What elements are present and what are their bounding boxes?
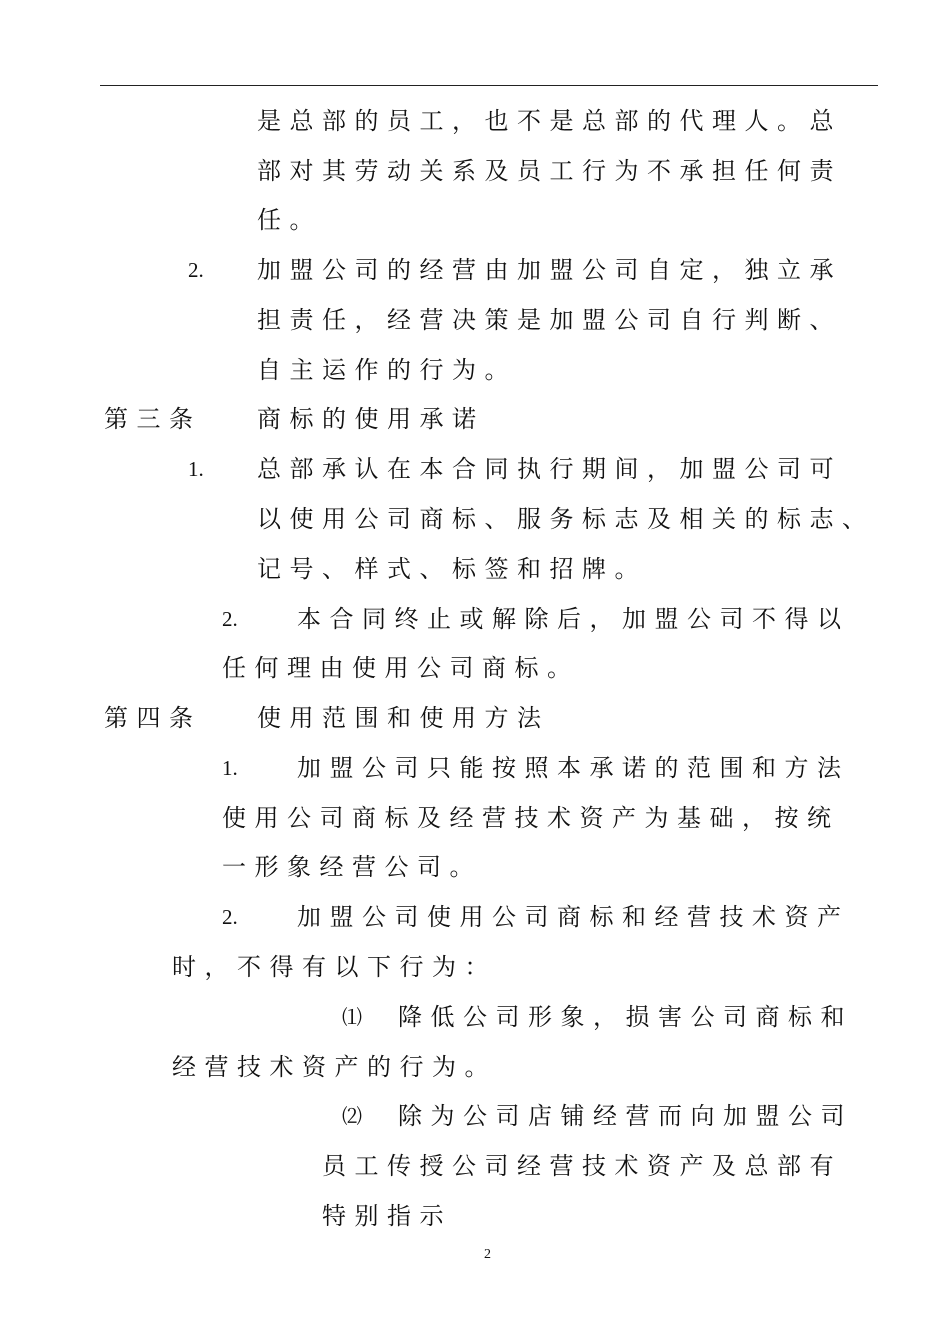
- item-number: 1.: [222, 756, 238, 780]
- item-number: 2.: [188, 258, 204, 282]
- sub-item-number: ⑵: [342, 1104, 362, 1128]
- body-line: 担责任，经营决策是加盟公司自行判断、: [257, 306, 842, 334]
- item-number: 2.: [222, 905, 238, 929]
- body-line: 加盟公司只能按照本承诺的范围和方法: [297, 754, 850, 782]
- body-line: 总部承认在本合同执行期间，加盟公司可: [257, 455, 842, 483]
- article-label: 第三条: [104, 405, 202, 433]
- body-line: 员工传授公司经营技术资产及总部有: [322, 1152, 842, 1180]
- body-line: 一形象经营公司。: [222, 853, 482, 881]
- body-line: 任何理由使用公司商标。: [222, 654, 580, 682]
- body-line: 加盟公司使用公司商标和经营技术资产: [297, 903, 850, 931]
- article-title: 商标的使用承诺: [257, 405, 485, 433]
- body-line: 时，不得有以下行为：: [172, 953, 497, 981]
- article-title: 使用范围和使用方法: [257, 704, 550, 732]
- article-label: 第四条: [104, 704, 202, 732]
- item-number: 2.: [222, 607, 238, 631]
- body-line: 以使用公司商标、服务标志及相关的标志、: [257, 505, 875, 533]
- header-rule: [100, 85, 878, 86]
- body-line: 除为公司店铺经营而向加盟公司: [398, 1102, 853, 1130]
- item-number: 1.: [188, 457, 204, 481]
- body-line: 本合同终止或解除后，加盟公司不得以: [297, 605, 850, 633]
- body-line: 部对其劳动关系及员工行为不承担任何责: [257, 157, 842, 185]
- body-line: 经营技术资产的行为。: [172, 1053, 497, 1081]
- body-line: 特别指示: [322, 1202, 452, 1230]
- body-line: 是总部的员工，也不是总部的代理人。总: [257, 107, 842, 135]
- body-line: 降低公司形象，损害公司商标和: [398, 1003, 853, 1031]
- body-line: 任。: [257, 206, 322, 234]
- body-line: 记号、样式、标签和招牌。: [257, 555, 647, 583]
- body-line: 自主运作的行为。: [257, 356, 517, 384]
- body-line: 加盟公司的经营由加盟公司自定，独立承: [257, 256, 842, 284]
- sub-item-number: ⑴: [342, 1005, 362, 1029]
- page-number: 2: [484, 1247, 491, 1262]
- body-line: 使用公司商标及经营技术资产为基础，按统: [222, 804, 840, 832]
